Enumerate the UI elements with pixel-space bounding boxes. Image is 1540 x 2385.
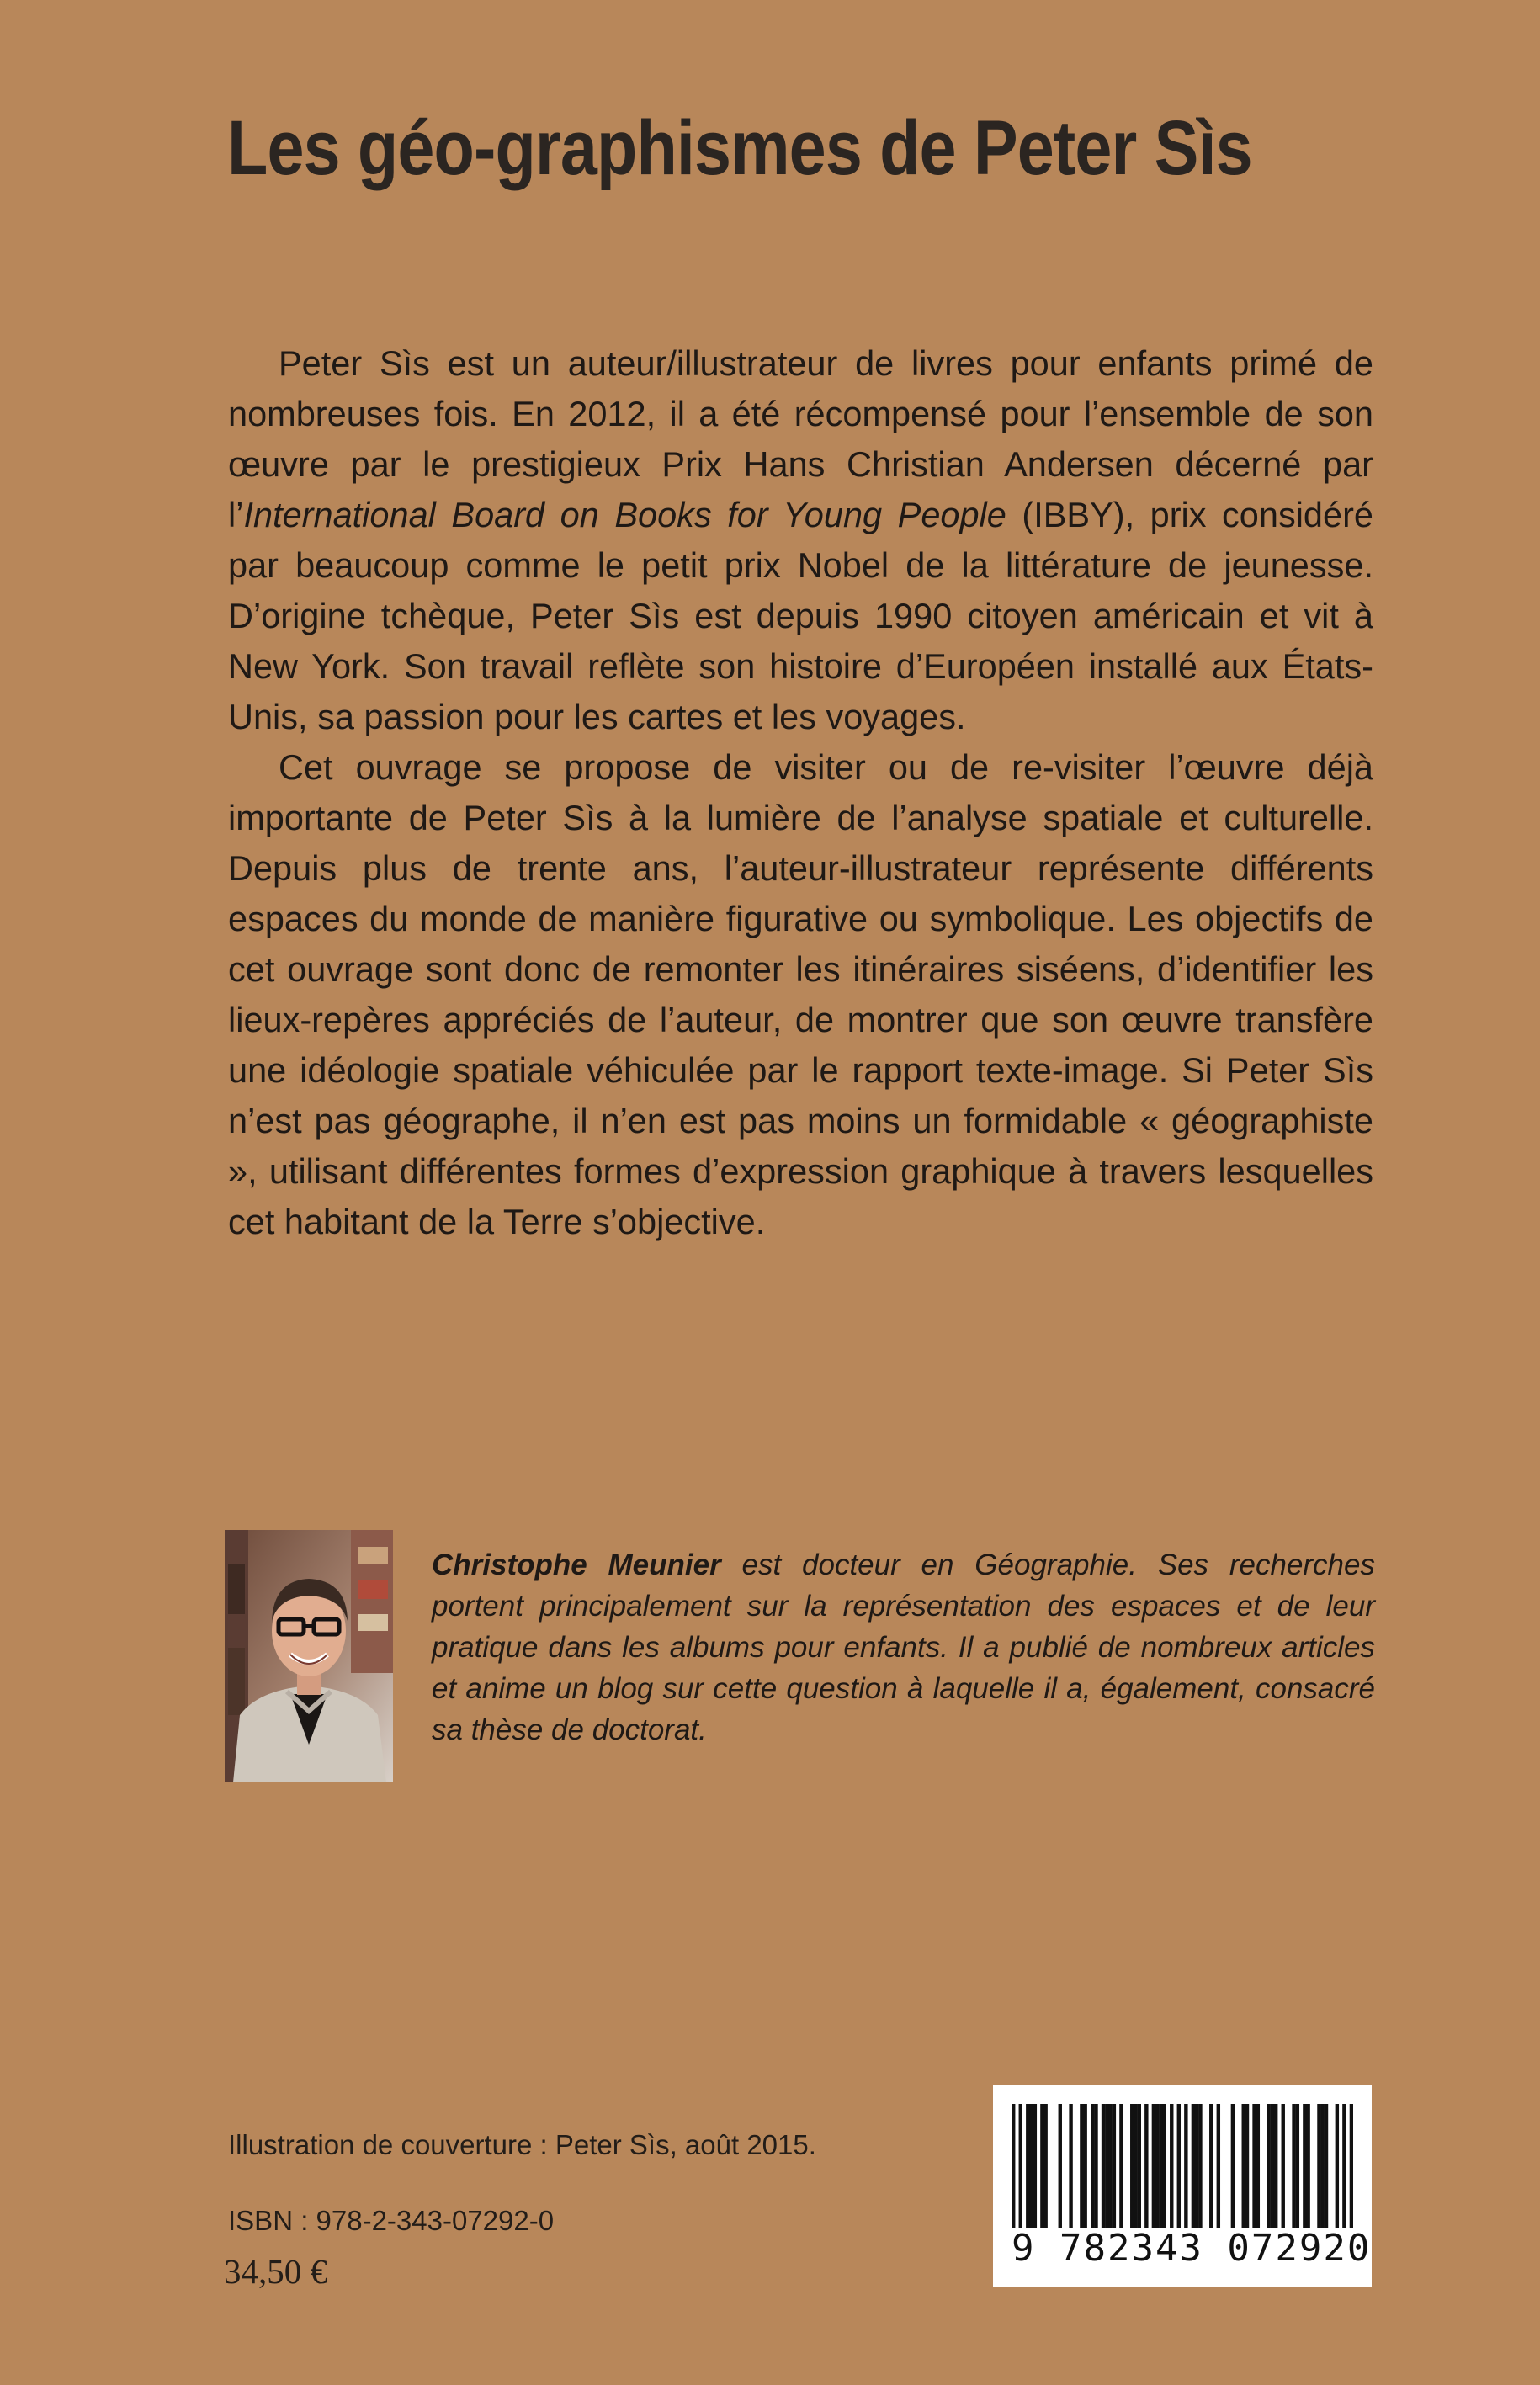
barcode-bar [1170, 2104, 1173, 2228]
barcode-bar [1138, 2104, 1141, 2228]
barcode-bar [1043, 2104, 1047, 2228]
summary-text: Peter Sìs est un auteur/illustrateur de livres pour enfants primé de nombreuses fois. En 2012, il a été récompensé pour l’ensemble de son œuvre par le prestigieux Prix Hans Christian Andersen décerné par l’ [228, 343, 1373, 534]
barcode-bar [1033, 2104, 1037, 2228]
author-portrait-image [225, 1530, 393, 1782]
cover-illustration-credit: Illustration de couverture : Peter Sìs, août 2015. [228, 2129, 816, 2160]
author-bio-text: est docteur en Géographie. Ses recherches portent principalement sur la représentation des espaces et de leur pratique dans les albums pour enfants. Il a publié de nombreux articles et anime un blog sur cette question à laquelle il a, également, consacré sa thèse de doctorat. [432, 1548, 1375, 1746]
barcode-bar [1159, 2104, 1162, 2228]
author-name: Christophe Meunier [432, 1548, 721, 1581]
barcode-bar [1242, 2104, 1245, 2228]
price-text: 34,50 € [224, 2252, 327, 2291]
barcode-bar [1256, 2104, 1260, 2228]
barcode-bar [1029, 2104, 1033, 2228]
barcode-bar [1059, 2104, 1062, 2228]
barcode-bar [1317, 2104, 1320, 2228]
barcode-bar [1108, 2104, 1112, 2228]
barcode-bar [1245, 2104, 1249, 2228]
barcode-bar [1119, 2104, 1123, 2228]
barcode-bar [1069, 2104, 1072, 2228]
barcode-bar [1184, 2104, 1187, 2228]
barcode-bar [1198, 2104, 1202, 2228]
barcode-bar [1144, 2104, 1148, 2228]
summary-italic-text: International Board on Books for Young People [243, 495, 1006, 534]
barcode-bar [1296, 2104, 1299, 2228]
barcode-bar [1080, 2104, 1083, 2228]
barcode-bar [1252, 2104, 1256, 2228]
barcode-bar [1209, 2104, 1213, 2228]
barcode-bar [1130, 2104, 1134, 2228]
barcode-bar [1113, 2104, 1116, 2228]
barcode-bar [1192, 2104, 1195, 2228]
barcode-bar [1336, 2104, 1339, 2228]
barcode-bars [1012, 2104, 1353, 2228]
summary-paragraph-1 [228, 338, 1373, 742]
barcode-bar [1325, 2104, 1328, 2228]
barcode-bar [1274, 2104, 1277, 2228]
barcode-bar [1267, 2104, 1270, 2228]
barcode-bar [1282, 2104, 1285, 2228]
barcode-bar [1306, 2104, 1309, 2228]
barcode-bar [1091, 2104, 1094, 2228]
barcode-bar [1217, 2104, 1220, 2228]
barcode-bar [1155, 2104, 1159, 2228]
barcode-bar [1019, 2104, 1022, 2228]
barcode-bar [1292, 2104, 1295, 2228]
author-photo [225, 1530, 393, 1782]
barcode-bar [1303, 2104, 1306, 2228]
barcode-digits: 9 782343 072920 [1012, 2227, 1372, 2270]
barcode-bar [1342, 2104, 1346, 2228]
book-title: Les géo-graphismes de Peter Sìs [227, 105, 1252, 191]
barcode-bar [1177, 2104, 1181, 2228]
barcode-bar [1162, 2104, 1166, 2228]
isbn-text: ISBN : 978-2-343-07292-0 [228, 2205, 555, 2236]
summary-paragraph-2: Cet ouvrage se propose de visiter ou de re-visiter l’œuvre déjà importante de Peter Sìs à la lumière de l’analyse spatiale et culturelle. Depuis plus de trente ans, l’auteur-illustrateur représente différents espaces du monde de manière figurative ou symbolique. Les objectifs de cet ouvrage sont donc de remonter les itinéraires siséens, d’identifier les lieux-repères appréciés de l’auteur, de montrer que son œuvre transfère une idéologie spatiale véhiculée par le rapport texte-image. Si Peter Sìs n’est pas géographe, il n’en est pas moins un formidable « géographiste », utilisant différentes formes d’expression graphique à travers lesquelles cet habitant de la Terre s’objective. [228, 747, 1373, 1241]
barcode-bar [1094, 2104, 1097, 2228]
barcode-bar [1083, 2104, 1086, 2228]
barcode-bar [1012, 2104, 1015, 2228]
book-summary [228, 338, 1373, 1247]
barcode [993, 2085, 1372, 2287]
barcode-bar [1102, 2104, 1105, 2228]
barcode-bar [1026, 2104, 1029, 2228]
summary-text: (IBBY), prix considéré par beaucoup comme le petit prix Nobel de la littérature de jeunesse. D’origine tchèque, Peter Sìs est depuis 1990 citoyen américain et vit à New York. Son travail reflète son histoire d’Européen installé aux États-Unis, sa passion pour les cartes et les voyages. [228, 495, 1373, 736]
author-bio [432, 1544, 1375, 1750]
barcode-bar [1271, 2104, 1274, 2228]
barcode-bar [1231, 2104, 1235, 2228]
barcode-bar [1195, 2104, 1198, 2228]
barcode-bar [1040, 2104, 1043, 2228]
barcode-bar [1105, 2104, 1108, 2228]
barcode-bar [1134, 2104, 1137, 2228]
barcode-bar [1350, 2104, 1353, 2228]
barcode-bar [1152, 2104, 1155, 2228]
barcode-bar [1321, 2104, 1325, 2228]
